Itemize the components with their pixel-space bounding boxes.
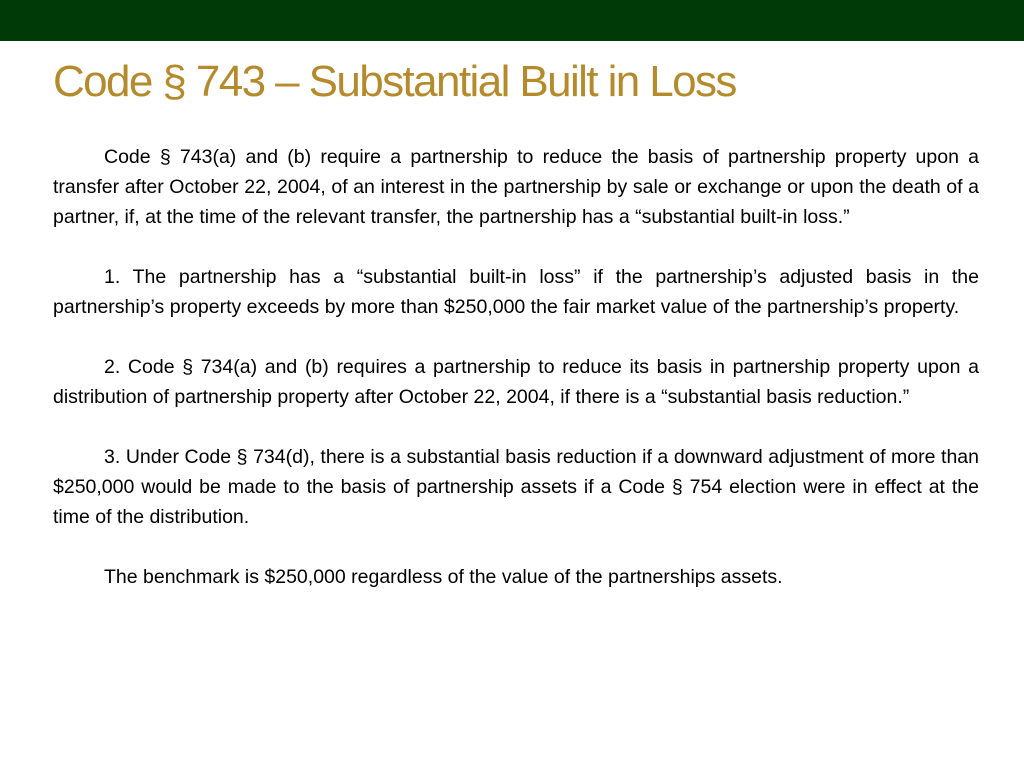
slide-body	[53, 142, 979, 592]
paragraph-benchmark: The benchmark is $250,000 regardless of the value of the partnerships assets.	[104, 566, 783, 588]
paragraph-point-2: 2. Code § 734(a) and (b) requires a partnership to reduce its basis in partnership property upon a distribution of partnership property after October 22, 2004, if there is a “substantial basis reduction.”	[53, 356, 979, 408]
top-color-band	[0, 0, 1024, 41]
slide-title: Code § 743 – Substantial Built in Loss	[53, 57, 736, 106]
paragraph-point-1: 1. The partnership has a “substantial built-in loss” if the partnership’s adjusted basis in the partnership’s property exceeds by more than $250,000 the fair market value of the partnership’s property.	[53, 266, 979, 318]
paragraph-point-3: 3. Under Code § 734(d), there is a substantial basis reduction if a downward adjustment of more than $250,000 would be made to the basis of partnership assets if a Code § 754 election were in effect at the time of the distribution.	[53, 446, 979, 528]
paragraph-intro: Code § 743(a) and (b) require a partnership to reduce the basis of partnership property upon a transfer after October 22, 2004, of an interest in the partnership by sale or exchange or upon the death of a partner, if, at the time of the relevant transfer, the partnership has a “substantial built-in loss.”	[53, 146, 979, 228]
